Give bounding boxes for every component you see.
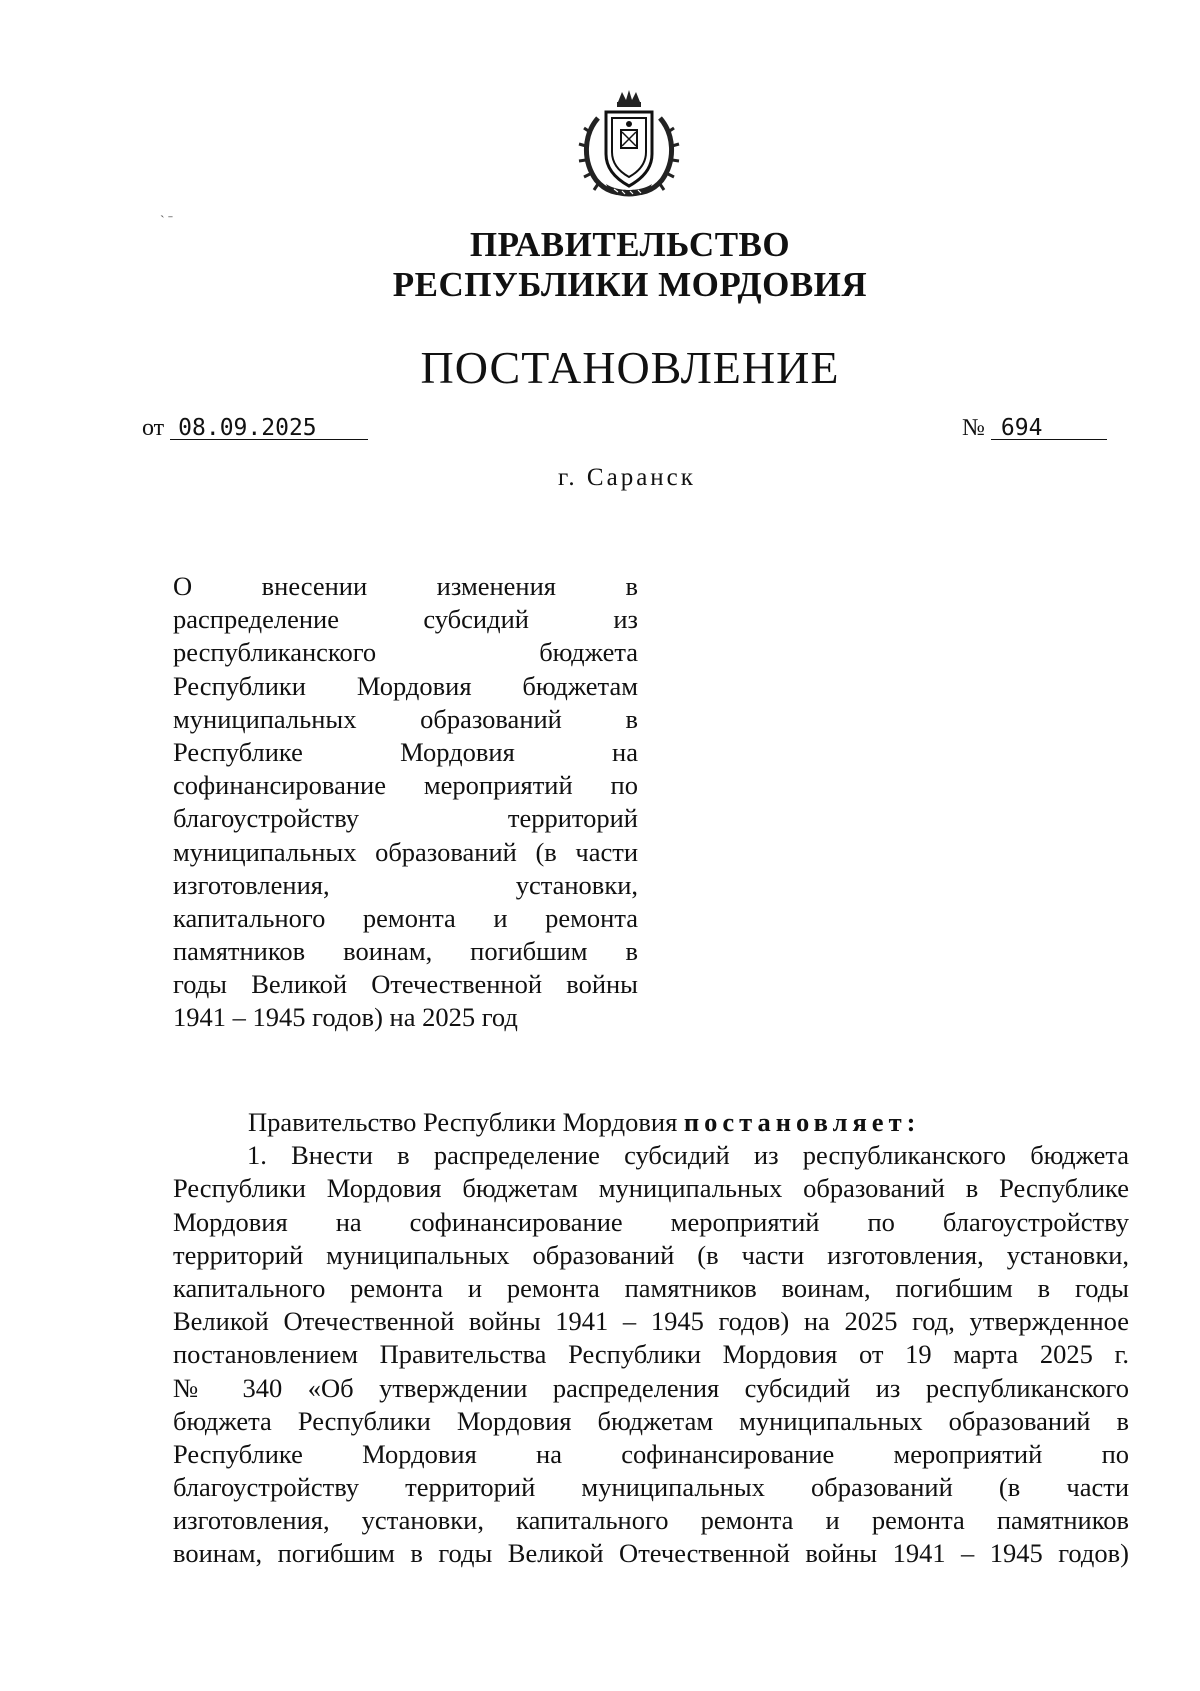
date-value: 08.09.2025 [170, 417, 368, 440]
scan-speck: ˋ ˉ [160, 214, 173, 229]
subject-line: благоустройству территорий [173, 803, 638, 834]
number-field [962, 413, 1107, 443]
subject-line: годы Великой Отечественной войны [173, 969, 638, 1000]
subject-line: капитального ремонта и ремонта [173, 902, 638, 933]
body-line: Республике Мордовия на софинансирование мероприятий по [173, 1438, 1129, 1469]
body-line: Мордовия на софинансирование мероприятий по благоустройству [173, 1206, 1129, 1237]
body-line: благоустройству территорий муниципальных образований (в части [173, 1472, 1129, 1503]
subject-line: распределение субсидий из [173, 604, 638, 635]
intro-keyword: постановляет: [683, 1107, 921, 1137]
body-line: № 340 «Об утверждении распределения субсидий из республиканского [173, 1372, 1129, 1403]
subject-line: 1941 – 1945 годов) на 2025 год [173, 1002, 518, 1033]
city-name: г. Саранск [558, 464, 696, 491]
subject-line: муниципальных образований (в части [173, 836, 638, 867]
intro-line [173, 1106, 1129, 1139]
subject-line: муниципальных образований в [173, 703, 638, 734]
intro-text: Правительство Республики Мордовия [248, 1107, 678, 1137]
body-line: территорий муниципальных образований (в части изготовления, установки, [173, 1239, 1129, 1270]
body-line: Великой Отечественной войны 1941 – 1945 годов) на 2025 год, утвержденное [173, 1306, 1129, 1337]
body-line: Республики Мордовия бюджетам муниципальных образований в Республике [173, 1173, 1129, 1204]
document-subject [173, 570, 638, 1035]
number-value: 694 [991, 417, 1107, 440]
body-line: изготовления, установки, капитального ремонта и ремонта памятников [173, 1505, 1129, 1536]
body-line: бюджета Республики Мордовия бюджетам муниципальных образований в [173, 1405, 1129, 1436]
document-body [173, 1106, 1129, 1571]
subject-line: О внесении изменения в [173, 571, 638, 601]
subject-line: республиканского бюджета [173, 637, 638, 668]
body-line: постановлением Правительства Республики Мордовия от 19 марта 2025 г. [173, 1339, 1129, 1370]
subject-line: изготовления, установки, [173, 869, 638, 900]
date-field [142, 413, 368, 443]
body-line: капитального ремонта и ремонта памятников воинам, погибшим в годы [173, 1272, 1129, 1303]
subject-line: Республики Мордовия бюджетам [173, 670, 638, 701]
date-prefix: от [142, 415, 165, 441]
document-type-title: ПОСТАНОВЛЕНИЕ [420, 342, 840, 393]
body-line: 1. Внести в распределение субсидий из республиканского бюджета [247, 1140, 1129, 1171]
government-title-line2: РЕСПУБЛИКИ МОРДОВИЯ [392, 265, 868, 304]
coat-of-arms-icon [576, 88, 682, 200]
government-title-line1: ПРАВИТЕЛЬСТВО [469, 225, 791, 264]
subject-line: софинансирование мероприятий по [173, 770, 638, 801]
number-prefix: № [962, 415, 985, 441]
body-line: воинам, погибшим в годы Великой Отечественной войны 1941 – 1945 годов) [173, 1538, 1129, 1569]
subject-line: Республике Мордовия на [173, 736, 638, 767]
subject-line: памятников воинам, погибшим в [173, 936, 638, 967]
